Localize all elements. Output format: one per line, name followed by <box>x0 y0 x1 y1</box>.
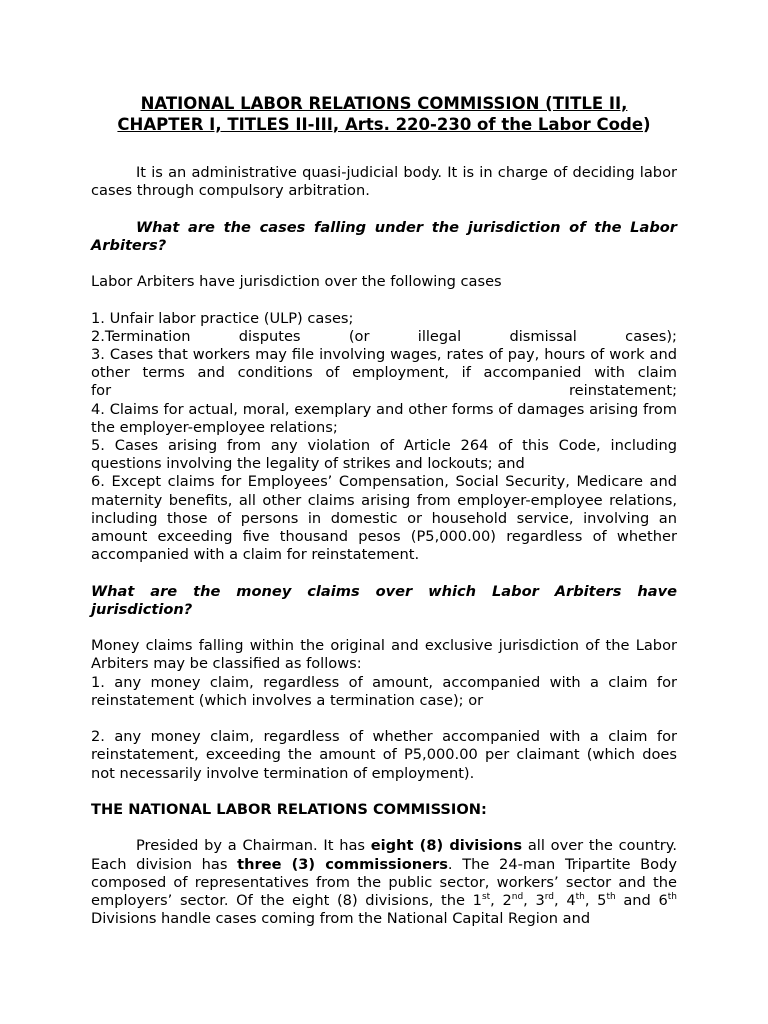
title-line-2 <box>91 115 677 136</box>
case-list <box>91 310 677 565</box>
nlrc-text: , 5 <box>584 892 607 909</box>
case-item-1: 1. Unfair labor practice (ULP) cases; <box>91 309 354 327</box>
case-item-3-body: 3. Cases that workers may file involving wages, rates of pay, hours of work and other terms and conditions of employment, if accompanied with claim <box>91 345 677 382</box>
ordinal-suffix: th <box>606 892 616 903</box>
document-body <box>91 94 677 928</box>
question-jurisdiction-cases: What are the cases falling under the jurisdiction of the Labor Arbiters? <box>91 218 677 254</box>
title-line-2-underlined: CHAPTER I, TITLES II-III, Arts. 220-230 of the Labor Code <box>117 114 644 134</box>
ordinal-suffix: rd <box>544 892 555 903</box>
ordinal-suffix: st <box>481 892 491 903</box>
case-item-3 <box>91 346 677 401</box>
case-item-2-word: 2.Termination <box>91 327 191 345</box>
case-item-2-word: cases); <box>625 327 677 345</box>
nlrc-text: , 3 <box>523 892 545 909</box>
question-money-claims: What are the money claims over which Labor Arbiters have jurisdiction? <box>91 582 677 618</box>
money-claim-2: 2. any money claim, regardless of whether accompanied with a claim for reinstatement, exceeding the amount of P5,000.00 per claimant (which does not necessarily involve termination of employment). <box>91 728 677 782</box>
case-item-2-word: disputes <box>238 327 301 345</box>
nlrc-text: . The 24-man Tripartite Body composed of representatives from the public sector, workers’ sector and the employers’ sector. Of the eight (8) divisions, the 1 <box>91 855 677 909</box>
nlrc-text: Divisions handle cases coming from the National Capital Region and <box>91 910 591 928</box>
money-claims-lead: Money claims falling within the original and exclusive jurisdiction of the Labor Arbiters may be classified as follows: <box>91 637 677 673</box>
case-item-3-reinstatement: reinstatement; <box>568 382 677 400</box>
nlrc-bold-divisions: eight (8) divisions <box>370 837 523 855</box>
nlrc-text: , 2 <box>490 892 512 909</box>
case-item-2-word: illegal <box>417 327 462 345</box>
case-item-4: 4. Claims for actual, moral, exemplary and other forms of damages arising from the employer-employee relations; <box>91 400 677 436</box>
case-item-6: 6. Except claims for Employees’ Compensation, Social Security, Medicare and maternity benefits, all other claims arising from employer-employee relations, including those of persons in domestic or household service, involving an amount exceeding five thousand pesos (P5,000.00) regardless of whether accompanied with a claim for reinstatement. <box>91 473 677 564</box>
money-claim-1: 1. any money claim, regardless of amount, accompanied with a claim for reinstatement (which involves a termination case); or <box>91 673 677 709</box>
nlrc-heading: THE NATIONAL LABOR RELATIONS COMMISSION: <box>91 801 487 818</box>
case-item-3-for: for <box>91 382 112 400</box>
nlrc-text: , 4 <box>554 892 576 909</box>
nlrc-text: all over the country. Each division has <box>91 837 677 873</box>
nlrc-bold-commissioners: three (3) commissioners <box>237 855 448 873</box>
nlrc-text: Presided by a Chairman. It has <box>136 837 371 855</box>
title-line-2-tail: ) <box>643 114 651 134</box>
title-line-1: NATIONAL LABOR RELATIONS COMMISSION (TITLE II, <box>140 94 628 113</box>
case-item-3-last-line <box>91 382 677 400</box>
case-item-2 <box>91 328 677 346</box>
jurisdiction-lead: Labor Arbiters have jurisdiction over the following cases <box>91 273 502 291</box>
ordinal-suffix: th <box>575 892 585 903</box>
nlrc-paragraph <box>91 837 677 928</box>
nlrc-text: and 6 <box>615 892 668 909</box>
intro-paragraph: It is an administrative quasi-judicial body. It is in charge of deciding labor cases through compulsory arbitration. <box>91 164 677 200</box>
case-item-2-word: (or <box>348 327 370 345</box>
ordinal-suffix: nd <box>511 892 524 903</box>
ordinal-suffix: th <box>667 892 677 903</box>
case-item-5: 5. Cases arising from any violation of Article 264 of this Code, including questions involving the legality of strikes and lockouts; and <box>91 437 677 473</box>
document-title <box>91 94 677 135</box>
case-item-2-word: dismissal <box>509 327 577 345</box>
